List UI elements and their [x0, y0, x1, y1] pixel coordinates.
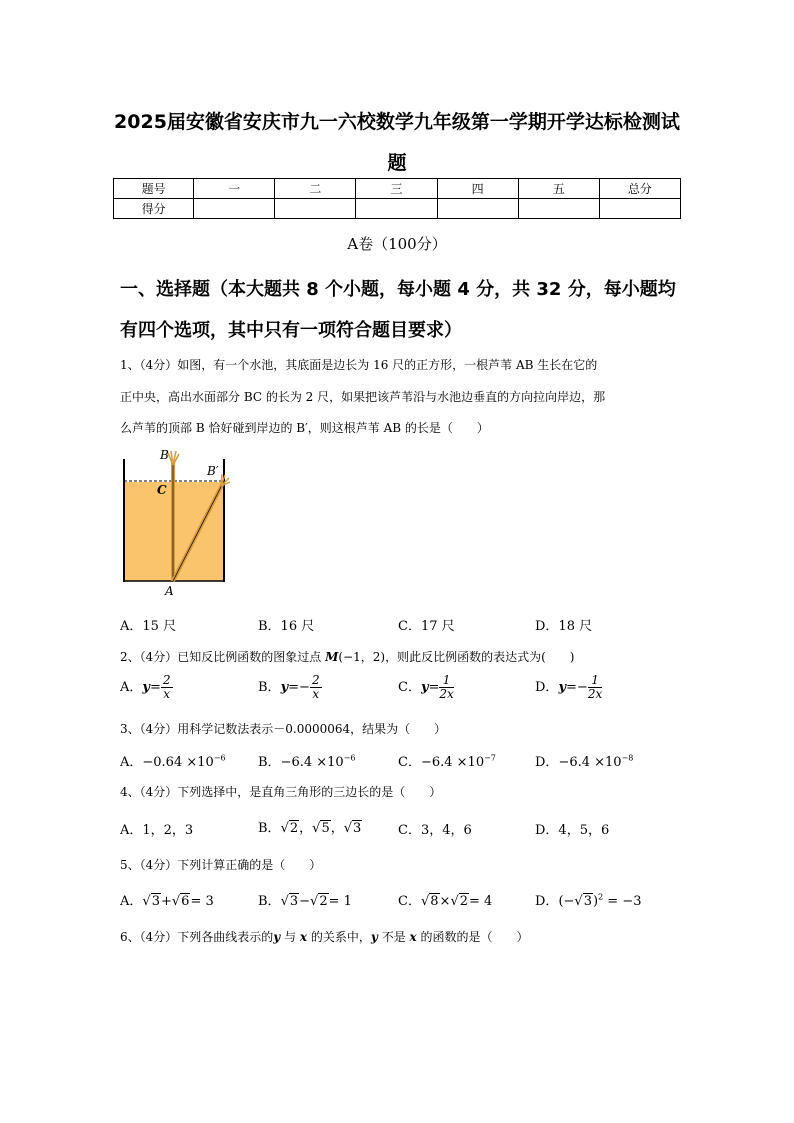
result: = −3 [603, 894, 642, 909]
option-label: B． [258, 821, 281, 836]
radicand: 5 [321, 821, 330, 836]
equals-sign: = [566, 680, 577, 695]
table-cell: 二 [275, 179, 356, 199]
radicand: 2 [289, 821, 299, 836]
numerator: 1 [588, 674, 602, 688]
separator: ， [299, 821, 313, 836]
var-y: y [280, 680, 289, 695]
q3-option-b[interactable] [258, 751, 356, 770]
q1-text-line2: 正中央，高出水面部分 BC 的长为 2 尺，如果把该芦苇沿与水池边垂直的方向拉向岸边，那 [120, 390, 606, 404]
numerator: 2 [162, 673, 171, 687]
option-label: C． [398, 755, 421, 770]
q5-text: 5、（4分）下列计算正确的是（ ） [120, 858, 322, 872]
score-input-cell[interactable] [518, 199, 599, 219]
q2-option-a[interactable] [120, 674, 173, 701]
q5-option-b[interactable] [258, 890, 352, 909]
sci-base: −0.64 ×10 [142, 755, 214, 770]
q5-option-a[interactable] [120, 890, 214, 909]
q2-text-post: (−1，2)，则此反比例函数的表达式为( ) [338, 650, 575, 664]
sci-exponent: −8 [621, 753, 634, 763]
var-y: y [142, 680, 150, 695]
q1-option-b[interactable]: B．16 尺 [258, 619, 315, 634]
fraction [161, 674, 173, 701]
var-y: y [420, 680, 429, 695]
numerator: 2 [311, 673, 320, 687]
var-y: y [273, 930, 281, 944]
radicand: 3 [583, 894, 592, 909]
sci-base: −6.4 ×10 [558, 755, 622, 770]
score-input-cell[interactable] [599, 199, 680, 219]
sqrt-sign: √ [312, 821, 321, 836]
q6-text-mid2: 的关系中， [307, 930, 371, 944]
sci-base: −6.4 ×10 [280, 755, 344, 770]
table-cell: 五 [518, 179, 599, 199]
q1-option-c[interactable]: C．17 尺 [398, 619, 455, 634]
score-input-cell[interactable] [356, 199, 437, 219]
sqrt-sign: √ [280, 821, 289, 836]
minus-sign: − [576, 680, 588, 695]
score-input-cell[interactable] [275, 199, 356, 219]
sqrt-sign: √ [171, 894, 181, 909]
fraction [310, 674, 322, 701]
result: = 1 [328, 894, 352, 909]
section1-heading-line1: 一、选择题（本大题共 8 个小题，每小题 4 分，共 32 分，每小题均 [120, 279, 676, 300]
sci-base: −6.4 ×10 [420, 755, 485, 770]
q1-option-d[interactable]: D．18 尺 [535, 619, 593, 634]
option-label: A． [120, 755, 143, 770]
score-input-cell[interactable] [194, 199, 275, 219]
q2-option-b[interactable] [258, 674, 322, 701]
operator: + [160, 894, 172, 909]
open-paren: (− [558, 894, 575, 909]
sqrt-sign: √ [142, 894, 151, 909]
label-c: C [157, 483, 167, 497]
close-paren: ) [592, 894, 599, 909]
option-label: A． [120, 680, 143, 695]
radicand: 6 [181, 894, 190, 909]
minus-sign: − [299, 680, 310, 695]
result: = 4 [469, 894, 493, 909]
equals-sign: = [428, 680, 440, 695]
radicand: 2 [459, 894, 469, 909]
table-cell: 一 [194, 179, 275, 199]
separator: ， [330, 821, 344, 836]
reed-tip-b [168, 451, 179, 465]
radicand: 8 [430, 894, 439, 909]
radicand: 3 [289, 894, 299, 909]
fraction [439, 674, 453, 701]
option-label: D． [535, 755, 559, 770]
q2-text [120, 648, 574, 665]
numerator: 1 [439, 674, 453, 688]
table-cell: 总分 [599, 179, 680, 199]
table-cell: 三 [356, 179, 437, 199]
table-cell: 四 [437, 179, 518, 199]
var-y: y [558, 680, 566, 695]
var-y: y [370, 930, 378, 944]
q6-text [120, 928, 529, 945]
sqrt-sign: √ [450, 894, 459, 909]
equals-sign: = [288, 680, 300, 695]
option-label: D． [535, 680, 559, 695]
q3-option-d[interactable] [535, 751, 633, 770]
q1-option-a[interactable]: A．15 尺 [120, 619, 177, 634]
score-input-cell[interactable] [437, 199, 518, 219]
radicand: 3 [353, 821, 362, 836]
document-title-line2: 题 [387, 152, 407, 174]
q3-option-c[interactable] [398, 751, 496, 770]
equals-sign: = [149, 680, 161, 695]
point-m-label: M [325, 650, 339, 664]
reed-tip-bprime [221, 474, 230, 486]
option-label: A． [120, 894, 143, 909]
q1-text-line1: 1、（4分）如图，有一个水池，其底面是边长为 16 尺的正方形，一根芦苇 AB 生长在它的 [120, 358, 598, 372]
denominator: 2x [439, 687, 454, 701]
q3-text: 3、（4分）用科学记数法表示－0.0000064，结果为（ ） [120, 722, 447, 736]
score-table [113, 178, 681, 219]
exponent: 2 [598, 892, 604, 902]
fraction [588, 674, 602, 701]
q4-text: 4、（4分）下列选择中，是直角三角形的三边长的是（ ） [120, 785, 442, 799]
var-x: x [299, 930, 308, 944]
denominator: 2x [587, 687, 603, 701]
q6-text-mid1: 与 [280, 930, 300, 944]
var-x: x [409, 930, 417, 944]
q6-text-post: 的函数的是（ ） [416, 930, 529, 944]
q6-text-mid3: 不是 [377, 930, 410, 944]
section-a-heading: A卷（100分） [347, 235, 447, 253]
label-b: B [160, 448, 169, 462]
q3-option-a[interactable] [120, 751, 226, 770]
radicand: 3 [151, 894, 160, 909]
label-b-prime: B′ [207, 464, 219, 478]
q6-text-pre: 6、（4分）下列各曲线表示的 [120, 930, 274, 944]
score-table-score-row [114, 199, 681, 219]
sqrt-sign: √ [343, 821, 353, 836]
q5-option-c[interactable] [398, 890, 492, 909]
option-label: B． [258, 755, 281, 770]
option-label: B． [258, 680, 281, 695]
q2-option-d[interactable] [535, 674, 602, 701]
denominator: x [312, 687, 320, 701]
option-label: D． [535, 894, 559, 909]
q2-option-c[interactable] [398, 674, 454, 701]
table-cell: 得分 [114, 199, 194, 219]
radicand: 2 [319, 894, 328, 909]
operator: − [299, 894, 311, 909]
sqrt-sign: √ [280, 894, 289, 909]
q4-option-d[interactable]: D．4，5，6 [535, 823, 610, 838]
option-label: B． [258, 894, 281, 909]
score-table-header-row [114, 179, 681, 199]
result: = 3 [190, 894, 214, 909]
section1-heading-line2: 有四个选项，其中只有一项符合题目要求） [120, 320, 462, 341]
q1-text-line3: 么芦苇的顶部 B 恰好碰到岸边的 B′，则这根芦苇 AB 的长是（ ） [120, 421, 489, 435]
denominator: x [163, 687, 171, 701]
q2-text-pre: 2、（4分）已知反比例函数的图象过点 [120, 650, 326, 664]
option-label: C． [398, 680, 421, 695]
q4-option-b[interactable] [258, 817, 362, 836]
sci-exponent: −6 [213, 753, 226, 763]
document-title-line1: 2025届安徽省安庆市九一六校数学九年级第一学期开学达标检测试 [114, 111, 680, 133]
operator: × [439, 894, 451, 909]
q4-option-a[interactable]: A．1，2，3 [120, 823, 194, 838]
sci-exponent: −7 [484, 753, 496, 763]
q4-option-c[interactable]: C．3，4，6 [398, 823, 472, 838]
pond-reed-figure [112, 445, 237, 600]
table-cell: 题号 [114, 179, 194, 199]
sqrt-sign: √ [310, 894, 319, 909]
q5-option-d[interactable] [535, 890, 641, 909]
sqrt-sign: √ [574, 894, 583, 909]
label-a: A [165, 584, 174, 598]
sqrt-sign: √ [420, 894, 430, 909]
sci-exponent: −6 [343, 753, 356, 763]
option-label: C． [398, 894, 421, 909]
